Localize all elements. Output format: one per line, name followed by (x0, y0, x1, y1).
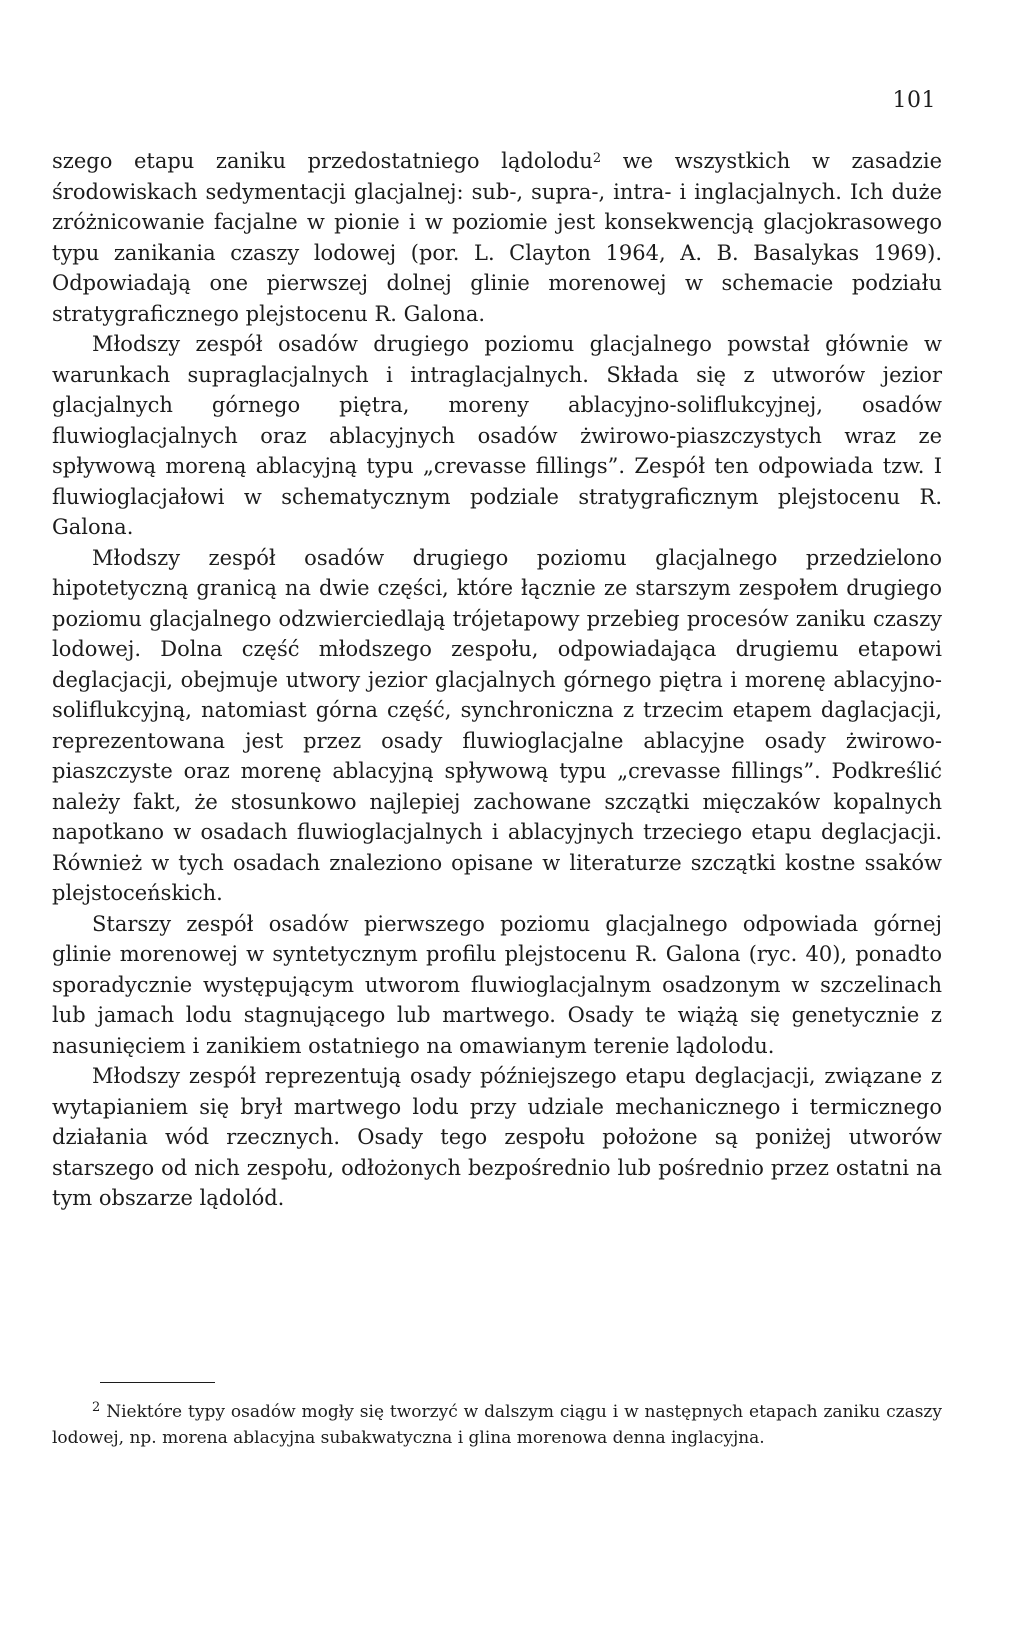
footnote-reference: 2 (592, 151, 602, 166)
footnote-text: Niektóre typy osadów mogły się tworzyć w dalszym ciągu i w następnych etapach zaniku czaszy lodowej, np. morena ablacyjna subakwatyczna i glina morenowa denna inglacyjna. (52, 1402, 942, 1448)
page-number: 101 (892, 88, 936, 113)
footnote-divider (100, 1382, 215, 1383)
paragraph: Starszy zespół osadów pierwszego poziomu glacjalnego odpowiada górnej glinie morenowej w syntetycznym profilu plejstocenu R. Galona (ryc. 40), ponadto sporadycznie występującym utworom fluwioglacjalnym osadzonym w szczelinach lub jamach lodu stagnującego lub martwego. Osady te wiążą się genetycznie z nasunięciem i zanikiem ostatniego na omawianym terenie lądolodu. (52, 911, 942, 1058)
paragraph: Młodszy zespół osadów drugiego poziomu glacjalnego powstał głównie w warunkach supraglacjalnych i intraglacjalnych. Składa się z utworów jezior glacjalnych górnego piętra, moreny ablacyjno-soliflukcyjnej, osadów fluwioglacjalnych oraz ablacyjnych osadów żwirowo-piaszczystych wraz ze spływową moreną ablacyjną typu „crevasse fillings”. Zespół ten odpowiada tzw. I fluwioglacjałowi w schematycznym podziale stratygraficznym plejstocenu R. Galona. (52, 332, 942, 539)
paragraph (52, 146, 942, 329)
paragraph: Młodszy zespół osadów drugiego poziomu glacjalnego przedzielono hipotetyczną granicą na dwie części, które łącznie ze starszym zespołem drugiego poziomu glacjalnego odzwierciedlają trójetapowy przebieg procesów zaniku czaszy lodowej. Dolna część młodszego zespołu, odpowiadająca drugiemu etapowi deglacjacji, obejmuje utwory jezior glacjalnych górnego piętra i morenę ablacyjno-soliflukcyjną, natomiast górna część, synchroniczna z trzecim etapem daglacjacji, reprezentowana jest przez osady fluwioglacjalne ablacyjne osady żwirowo-piaszczyste oraz morenę ablacyjną spływową typu „crevasse fillings”. Podkreślić należy fakt, że stosunkowo najlepiej zachowane szczątki mięczaków kopalnych napotkano w osadach fluwioglacjalnych i ablacyjnych trzeciego etapu deglacjacji. Również w tych osadach znaleziono opisane w literaturze szczątki kostne ssaków plejstoceńskich. (52, 545, 942, 905)
paragraph-text: we wszystkich w zasadzie środowiskach sedymentacji glacjalnej: sub-, supra-, intra- i inglacjalnych. Ich duże zróżnicowanie facjalne w pionie i w poziomie jest konsekwencją glacjokrasowego typu zanikania czaszy lodowej (por. L. Clayton 1964, A. B. Basalykas 1969). Odpowiadają one pierwszej dolnej glinie morenowej w schemacie podziału stratygraficznego plejstocenu R. Galona. (52, 149, 943, 326)
footnote (52, 1399, 942, 1451)
footnote-marker: 2 (92, 1400, 101, 1415)
paragraph: Młodszy zespół reprezentują osady późniejszego etapu deglacjacji, związane z wytapianiem się brył martwego lodu przy udziale mechanicznego i termicznego działania wód rzecznych. Osady tego zespołu położone są poniżej utworów starszego od nich zespołu, odłożonych bezpośrednio lub pośrednio przez ostatni na tym obszarze lądolód. (52, 1064, 942, 1210)
body-text (52, 146, 942, 1214)
paragraph-text: szego etapu zaniku przedostatniego lądolodu (52, 149, 593, 173)
